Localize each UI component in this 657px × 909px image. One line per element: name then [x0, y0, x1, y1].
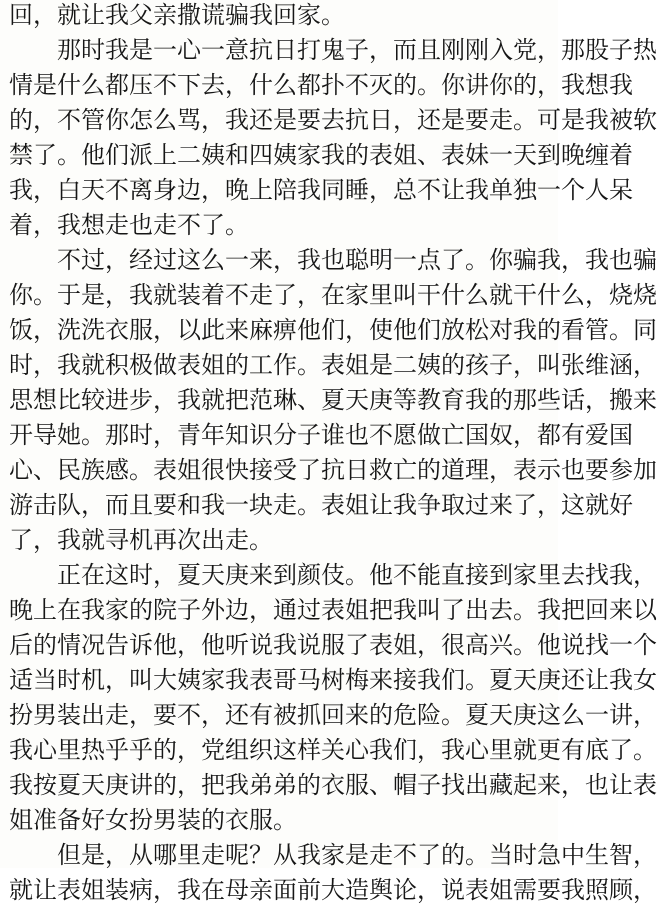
text-line-10: 饭，洗洗衣服，以此来麻痹他们，使他们放松对我的看管。同	[9, 316, 657, 344]
text-line-26: 就让表姐装病，我在母亲面前大造舆论，说表姐需要我照顾，	[9, 876, 657, 904]
text-line-8: 不过，经过这么一来，我也聪明一点了。你骗我，我也骗	[57, 246, 657, 274]
text-line-5: 禁了。他们派上二姨和四姨家我的表姐、表妹一天到晚缠着	[9, 141, 633, 169]
text-line-15: 游击队，而且要和我一块走。表姐让我争取过来了，这就好	[9, 491, 633, 519]
text-line-4: 的，不管你怎么骂，我还是要去抗日，还是要走。可是我被软	[9, 106, 657, 134]
text-line-1: 回，就让我父亲撒谎骗我回家。	[9, 1, 345, 29]
text-line-18: 晚上在我家的院子外边，通过表姐把我叫了出去。我把回来以	[9, 596, 657, 624]
text-line-14: 心、民族感。表姐很快接受了抗日救亡的道理，表示也要参加	[9, 456, 657, 484]
text-line-23: 我按夏天庚讲的，把我弟弟的衣服、帽子找出藏起来，也让表	[9, 771, 657, 799]
text-line-2: 那时我是一心一意抗日打鬼子，而且刚刚入党，那股子热	[57, 36, 657, 64]
text-line-19: 后的情况告诉他，他听说我说服了表姐，很高兴。他说找一个	[9, 631, 657, 659]
text-line-7: 着，我想走也走不了。	[9, 211, 249, 239]
text-line-22: 我心里热乎乎的，党组织这样关心我们，我心里就更有底了。	[9, 736, 657, 764]
text-line-17: 正在这时，夏天庚来到颜伎。他不能直接到家里去找我，	[57, 561, 657, 589]
text-line-6: 我，白天不离身边，晚上陪我同睡，总不让我单独一个人呆	[9, 176, 633, 204]
text-line-16: 了，我就寻机再次出走。	[9, 526, 273, 554]
text-line-13: 开导她。那时，青年知识分子谁也不愿做亡国奴，都有爱国	[9, 421, 633, 449]
text-line-9: 你。于是，我就装着不走了，在家里叫干什么就干什么，烧烧	[9, 281, 657, 309]
text-line-20: 适当时机，叫大姨家我表哥马树梅来接我们。夏天庚还让我女	[9, 666, 657, 694]
text-line-11: 时，我就积极做表姐的工作。表姐是二姨的孩子，叫张维涵，	[9, 351, 657, 379]
text-line-3: 情是什么都压不下去，什么都扑不灭的。你讲你的，我想我	[9, 71, 633, 99]
text-line-21: 扮男装出走，要不，还有被抓回来的危险。夏天庚这么一讲，	[9, 701, 657, 729]
text-line-24: 姐准备好女扮男装的衣服。	[9, 806, 297, 834]
text-line-25: 但是，从哪里走呢？从我家是走不了的。当时急中生智，	[57, 841, 657, 869]
text-line-12: 思想比较进步，我就把范琳、夏天庚等教育我的那些话，搬来	[9, 386, 657, 414]
